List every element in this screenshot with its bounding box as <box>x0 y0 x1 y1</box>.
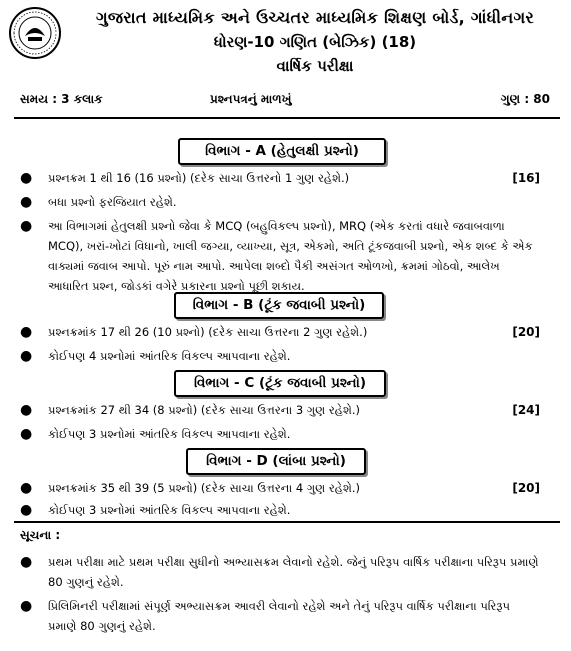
note-text: પ્રથમ પરીક્ષા માટે પ્રથમ પરીક્ષા સુધીનો અભ્યાસક્રમ લેવાનો રહેશે. જેનું પરિરૂપ વાર્ષિક પરીક્ષાના પરિરૂપ પ્રમાણે 80 ગુણનું રહેશે. <box>48 555 539 589</box>
item-text: પ્રશ્નક્રમાંક 35 થી 39 (5 પ્રશ્નો) (દરેક સાચા ઉત્તરના 4 ગુણ રહેશે.) <box>48 481 360 495</box>
item-text: કોઈપણ 3 પ્રશ્નોમાં આંતરિક વિકલ્પ આપવાના રહેશે. <box>48 427 291 441</box>
total-marks-label: ગુણ : 80 <box>500 92 550 106</box>
item-text: કોઈપણ 4 પ્રશ્નોમાં આંતરિક વિકલ્પ આપવાના રહેશે. <box>48 349 291 363</box>
item-text: કોઈપણ 3 પ્રશ્નોમાં આંતરિક વિકલ્પ આપવાના રહેશે. <box>48 503 291 517</box>
bullet-icon: ● <box>20 348 33 364</box>
board-name: ગુજરાત માધ્યમિક અને ઉચ્ચતર માધ્યમિક શિક્ષણ બોર્ડ, ગાંધીનગર <box>95 8 535 27</box>
exam-title: વાર્ષિક પરીક્ષા <box>276 57 354 75</box>
bullet-icon: ● <box>20 218 33 234</box>
item-text: પ્રશ્નક્રમ 1 થી 16 (16 પ્રશ્નો) (દરેક સાચા ઉત્તરનો 1 ગુણ રહેશે.) <box>48 171 350 185</box>
section-b-title: વિભાગ - B (ટૂંક જવાબી પ્રશ્નો) <box>174 292 384 319</box>
item-text: પ્રશ્નક્રમાંક 17 થી 26 (10 પ્રશ્નો) (દરેક સાચા ઉત્તરના 2 ગુણ રહેશે.) <box>48 325 368 339</box>
item-marks: [24] <box>512 403 540 417</box>
item-text: બધા પ્રશ્નો ફરજિયાત રહેશે. <box>48 195 177 209</box>
bullet-icon: ● <box>20 324 33 340</box>
board-seal-logo <box>8 6 62 60</box>
divider <box>14 117 560 119</box>
bullet-icon: ● <box>20 502 33 518</box>
item-text: આ વિભાગમાં હેતુલક્ષી પ્રશ્નો જેવા કે MCQ (બહુવિકલ્પ પ્રશ્નો), MRQ (એક કરતાં વધારે જવાબવાળા MCQ), ખરાં-ખોટાં વિધાનો, ખાલી જગ્યા, વ્યાખ્યા, સૂત્ર, એકમો, અતિ ટૂંકજવાબી પ્રશ્નો, એક શબ્દ કે એક વાક્યમાં જવાબ આપો. પૂરું નામ આપો. આપેલા શબ્દો પૈકી અસંગત ઓળખો, ક્રમમાં ગોઠવો, આલેખ આધારિત પ્રશ્ન, જોડકાં વગેરે પ્રકારના પ્રશ્નો પૂછી શકાય. <box>48 219 533 293</box>
section-c-title: વિભાગ - C (ટૂંક જવાબી પ્રશ્નો) <box>174 370 386 397</box>
notes-title: સૂચના : <box>20 528 61 542</box>
section-a-title: વિભાગ - A (હેતુલક્ષી પ્રશ્નો) <box>178 138 386 165</box>
bullet-icon: ● <box>20 554 33 570</box>
item-marks: [20] <box>512 325 540 339</box>
item-text: પ્રશ્નક્રમાંક 27 થી 34 (8 પ્રશ્નો) (દરેક સાચા ઉત્તરના 3 ગુણ રહેશે.) <box>48 403 360 417</box>
bullet-icon: ● <box>20 402 33 418</box>
structure-label: પ્રશ્નપત્રનું માળખું <box>210 92 292 106</box>
bullet-icon: ● <box>20 194 33 210</box>
bullet-icon: ● <box>20 598 33 614</box>
bullet-icon: ● <box>20 480 33 496</box>
list-item <box>20 216 540 293</box>
section-d-title: વિભાગ - D (લાંબા પ્રશ્નો) <box>186 448 366 475</box>
note-text: પ્રિલિમિનરી પરીક્ષામાં સંપૂર્ણ અભ્યાસક્રમ આવરી લેવાનો રહેશે અને તેનું પરિરૂપ વાર્ષિક પરીક્ષાના પરિરૂપ પ્રમાણે 80 ગુણનું રહેશે. <box>48 599 510 633</box>
bullet-icon: ● <box>20 170 33 186</box>
item-marks: [16] <box>512 171 540 185</box>
bullet-icon: ● <box>20 426 33 442</box>
subject-title: ધોરણ-10 ગણિત (બેઝિક) (18) <box>213 33 417 51</box>
item-marks: [20] <box>512 481 540 495</box>
divider <box>14 521 560 523</box>
time-label: સમય : 3 કલાક <box>20 92 103 106</box>
note-item <box>20 596 540 636</box>
note-item <box>20 552 540 592</box>
